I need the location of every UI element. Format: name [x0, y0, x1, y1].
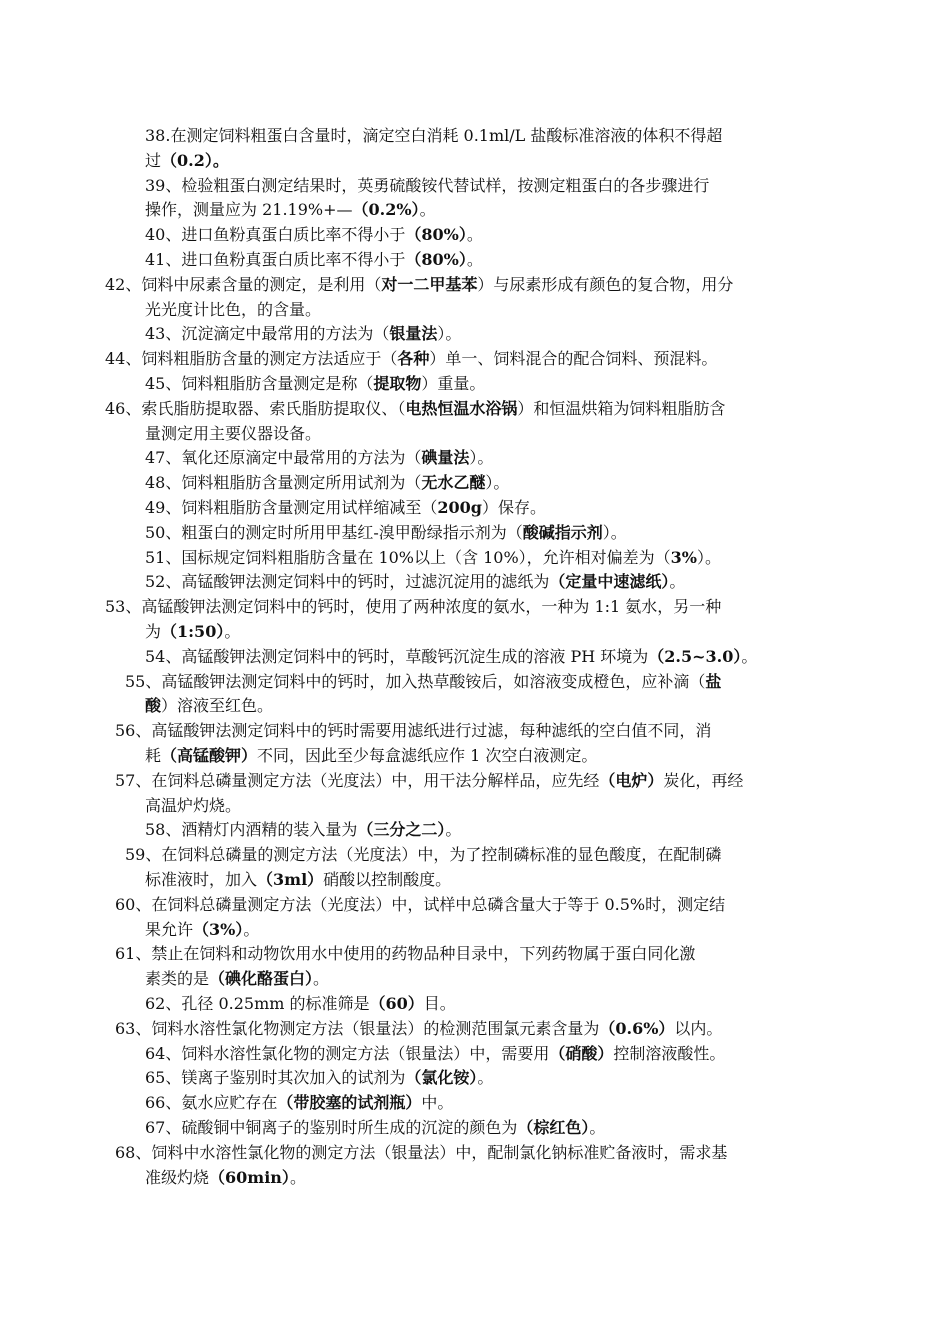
- question-text: 42、饲料中尿素含量的测定，是利用（: [105, 275, 382, 294]
- question-text: 62、孔径 0.25mm 的标准筛是: [145, 994, 370, 1013]
- question-text: 59、在饲料总磷量的测定方法（光度法）中，为了控制磷标准的显色酸度，在配制磷: [125, 845, 722, 864]
- question-text: 。: [243, 920, 260, 939]
- answer-text: （2.5~3.0）: [648, 647, 742, 666]
- question-text: 。: [466, 250, 483, 269]
- answer-text: （带胶塞的试剂瓶）: [277, 1093, 422, 1112]
- question-text: ）。: [697, 548, 722, 567]
- question-text: 54、高锰酸钾法测定饲料中的钙时，草酸钙沉淀生成的溶液 PH 环境为: [145, 647, 649, 666]
- answer-text: 盐: [705, 672, 722, 691]
- question-text: 目。: [423, 994, 456, 1013]
- question-text: 耗: [145, 746, 162, 765]
- question-line: [145, 645, 757, 669]
- question-text: 53、高锰酸钾法测定饲料中的钙时，使用了两种浓度的氨水，一种为 1:1 氨水，另一种: [105, 597, 722, 616]
- answer-text: （高锰酸钾）: [161, 746, 258, 765]
- question-text: 66、氨水应贮存在: [145, 1093, 278, 1112]
- question-line: [145, 744, 597, 768]
- answer-text: 银量法: [389, 324, 438, 343]
- answer-text: （0.6%）: [599, 1019, 675, 1038]
- answer-text: （3%）: [193, 920, 244, 939]
- question-line: [115, 1141, 727, 1165]
- question-text: 58、酒精灯内酒精的装入量为: [145, 820, 358, 839]
- question-line: [115, 1017, 722, 1041]
- answer-text: 各种: [397, 349, 430, 368]
- question-line: [145, 1166, 306, 1190]
- answer-text: （60）: [369, 994, 424, 1013]
- answer-text: （0.2%）: [352, 200, 420, 219]
- question-line: [145, 372, 485, 396]
- question-text: 60、在饲料总磷量测定方法（光度法）中，试样中总磷含量大于等于 0.5%时，测定结: [115, 895, 726, 914]
- question-line: [145, 149, 229, 173]
- question-line: [105, 397, 725, 421]
- answer-text: 对一二甲基苯: [381, 275, 478, 294]
- question-text: 55、高锰酸钾法测定饲料中的钙时，加入热草酸铵后，如溶液变成橙色，应补滴（: [125, 672, 706, 691]
- question-line: [145, 298, 321, 322]
- question-text: 65、镁离子鉴别时其次加入的试剂为: [145, 1068, 406, 1087]
- question-line: [145, 198, 436, 222]
- answer-text: 无水乙醚: [421, 473, 486, 492]
- question-text: 38.在测定饲料粗蛋白含量时，滴定空白消耗 0.1ml/L 盐酸标准溶液的体积不得超: [145, 126, 723, 145]
- question-line: [145, 868, 451, 892]
- question-text: 准级灼烧: [145, 1168, 210, 1187]
- question-text: 。: [477, 1068, 494, 1087]
- answer-text: （三分之二）: [357, 820, 446, 839]
- answer-text: 碘量法: [421, 448, 470, 467]
- question-text: 47、氧化还原滴定中最常用的方法为（: [145, 448, 422, 467]
- question-text: ）重量。: [421, 374, 486, 393]
- question-text: 炭化，再经: [663, 771, 744, 790]
- answer-text: （80%）: [405, 250, 467, 269]
- answer-text: 3%: [670, 548, 698, 567]
- answer-text: 200g: [437, 498, 482, 517]
- question-line: [145, 546, 721, 570]
- question-text: 40、进口鱼粉真蛋白质比率不得小于: [145, 225, 406, 244]
- answer-text: 酸: [145, 696, 162, 715]
- question-line: [145, 992, 456, 1016]
- question-text: 68、饲料中水溶性氯化物的测定方法（银量法）中，配制氯化钠标准贮备液时，需求基: [115, 1143, 728, 1162]
- answer-text: （3ml）: [257, 870, 324, 889]
- answer-text: （1:50）: [161, 622, 225, 641]
- question-line: [145, 1091, 453, 1115]
- question-line: [125, 843, 721, 867]
- question-text: 过: [145, 151, 162, 170]
- question-text: 49、饲料粗脂肪含量测定用试样缩减至（: [145, 498, 438, 517]
- question-text: ）单一、饲料混合的配合饲料、预混料。: [429, 349, 718, 368]
- question-line: [125, 670, 721, 694]
- question-line: [115, 893, 725, 917]
- question-text: 。: [289, 1168, 306, 1187]
- question-line: [145, 521, 627, 545]
- question-text: 中。: [421, 1093, 454, 1112]
- question-text: ）。: [437, 324, 462, 343]
- answer-text: （电炉）: [599, 771, 664, 790]
- question-text: 量测定用主要仪器设备。: [145, 424, 322, 443]
- question-text: 56、高锰酸钾法测定饲料中的钙时需要用滤纸进行过滤，每种滤纸的空白值不同，消: [115, 721, 712, 740]
- question-text: 57、在饲料总磷量测定方法（光度法）中，用干法分解样品，应先经: [115, 771, 600, 790]
- question-text: 高温炉灼烧。: [145, 796, 242, 815]
- question-text: ）。: [469, 448, 494, 467]
- question-text: 67、硫酸铜中铜离子的鉴别时所生成的沉淀的颜色为: [145, 1118, 518, 1137]
- question-line: [115, 719, 711, 743]
- question-text: 。: [445, 820, 462, 839]
- question-line: [145, 1066, 493, 1090]
- question-text: 41、进口鱼粉真蛋白质比率不得小于: [145, 250, 406, 269]
- question-text: 。: [313, 969, 330, 988]
- question-line: [145, 174, 709, 198]
- question-text: 。: [419, 200, 436, 219]
- question-line: [145, 794, 241, 818]
- question-text: 46、索氏脂肪提取器、索氏脂肪提取仪、（: [105, 399, 406, 418]
- question-text: 控制溶液酸性。: [613, 1044, 726, 1063]
- answer-text: （定量中速滤纸）: [549, 572, 670, 591]
- question-text: ）和恒温烘箱为饲料粗脂肪含: [517, 399, 726, 418]
- answer-text: 酸碱指示剂: [522, 523, 603, 542]
- question-line: [105, 595, 721, 619]
- question-text: 。: [466, 225, 483, 244]
- question-line: [145, 1042, 725, 1066]
- question-line: [115, 942, 695, 966]
- question-text: 光光度计比色，的含量。: [145, 300, 322, 319]
- question-text: 。: [669, 572, 686, 591]
- question-line: [145, 471, 509, 495]
- question-text: ）与尿素形成有颜色的复合物，用分: [477, 275, 734, 294]
- question-line: [145, 818, 461, 842]
- question-line: [145, 124, 722, 148]
- question-line: [145, 248, 483, 272]
- question-line: [105, 273, 733, 297]
- question-text: 39、检验粗蛋白测定结果时，英勇硫酸铵代替试样，按测定粗蛋白的各步骤进行: [145, 176, 710, 195]
- question-line: [145, 322, 461, 346]
- answer-text: （硝酸）: [549, 1044, 614, 1063]
- question-text: 61、禁止在饲料和动物饮用水中使用的药物品种目录中，下列药物属于蛋白同化激: [115, 944, 696, 963]
- question-text: 63、饲料水溶性氯化物测定方法（银量法）的检测范围氯元素含量为: [115, 1019, 600, 1038]
- question-text: ）保存。: [481, 498, 546, 517]
- question-line: [145, 446, 493, 470]
- question-text: 果允许: [145, 920, 194, 939]
- question-text: 45、饲料粗脂肪含量测定是称（: [145, 374, 374, 393]
- answer-text: （碘化酪蛋白）: [209, 969, 314, 988]
- question-text: 以内。: [674, 1019, 723, 1038]
- question-text: 44、饲料粗脂肪含量的测定方法适应于（: [105, 349, 398, 368]
- question-text: 52、高锰酸钾法测定饲料中的钙时，过滤沉淀用的滤纸为: [145, 572, 550, 591]
- question-text: 50、粗蛋白的测定时所用甲基红-溴甲酚绿指示剂为（: [145, 523, 523, 542]
- question-line: [145, 620, 240, 644]
- question-text: 51、国标规定饲料粗脂肪含量在 10%以上（含 10%），允许相对偏差为（: [145, 548, 671, 567]
- question-text: 。: [741, 647, 758, 666]
- question-text: 素类的是: [145, 969, 210, 988]
- question-text: 操作，测量应为 21.19%+—: [145, 200, 353, 219]
- question-text: ）。: [602, 523, 627, 542]
- question-text: 不同，因此至少每盒滤纸应作 1 次空白液测定。: [257, 746, 598, 765]
- question-line: [115, 769, 743, 793]
- question-line: [145, 570, 685, 594]
- question-line: [145, 496, 546, 520]
- question-text: 为: [145, 622, 162, 641]
- question-text: 。: [589, 1118, 606, 1137]
- question-text: ）。: [485, 473, 510, 492]
- question-text: 标准液时，加入: [145, 870, 258, 889]
- question-line: [145, 918, 259, 942]
- question-text: 48、饲料粗脂肪含量测定所用试剂为（: [145, 473, 422, 492]
- question-text: 硝酸以控制酸度。: [323, 870, 452, 889]
- answer-text: （棕红色）: [517, 1118, 590, 1137]
- question-line: [145, 694, 273, 718]
- answer-text: （80%）: [405, 225, 467, 244]
- question-text: 64、饲料水溶性氯化物的测定方法（银量法）中，需要用: [145, 1044, 550, 1063]
- answer-text: 电热恒温水浴锅: [405, 399, 518, 418]
- question-line: [105, 347, 717, 371]
- question-line: [145, 223, 483, 247]
- question-line: [145, 1116, 605, 1140]
- answer-text: （氯化铵）: [405, 1068, 478, 1087]
- answer-text: （0.2）。: [161, 151, 229, 170]
- question-text: 。: [224, 622, 241, 641]
- question-line: [145, 422, 321, 446]
- question-text: 43、沉淀滴定中最常用的方法为（: [145, 324, 390, 343]
- question-text: ）溶液至红色。: [161, 696, 274, 715]
- question-line: [145, 967, 329, 991]
- answer-text: （60min）: [209, 1168, 290, 1187]
- answer-text: 提取物: [373, 374, 422, 393]
